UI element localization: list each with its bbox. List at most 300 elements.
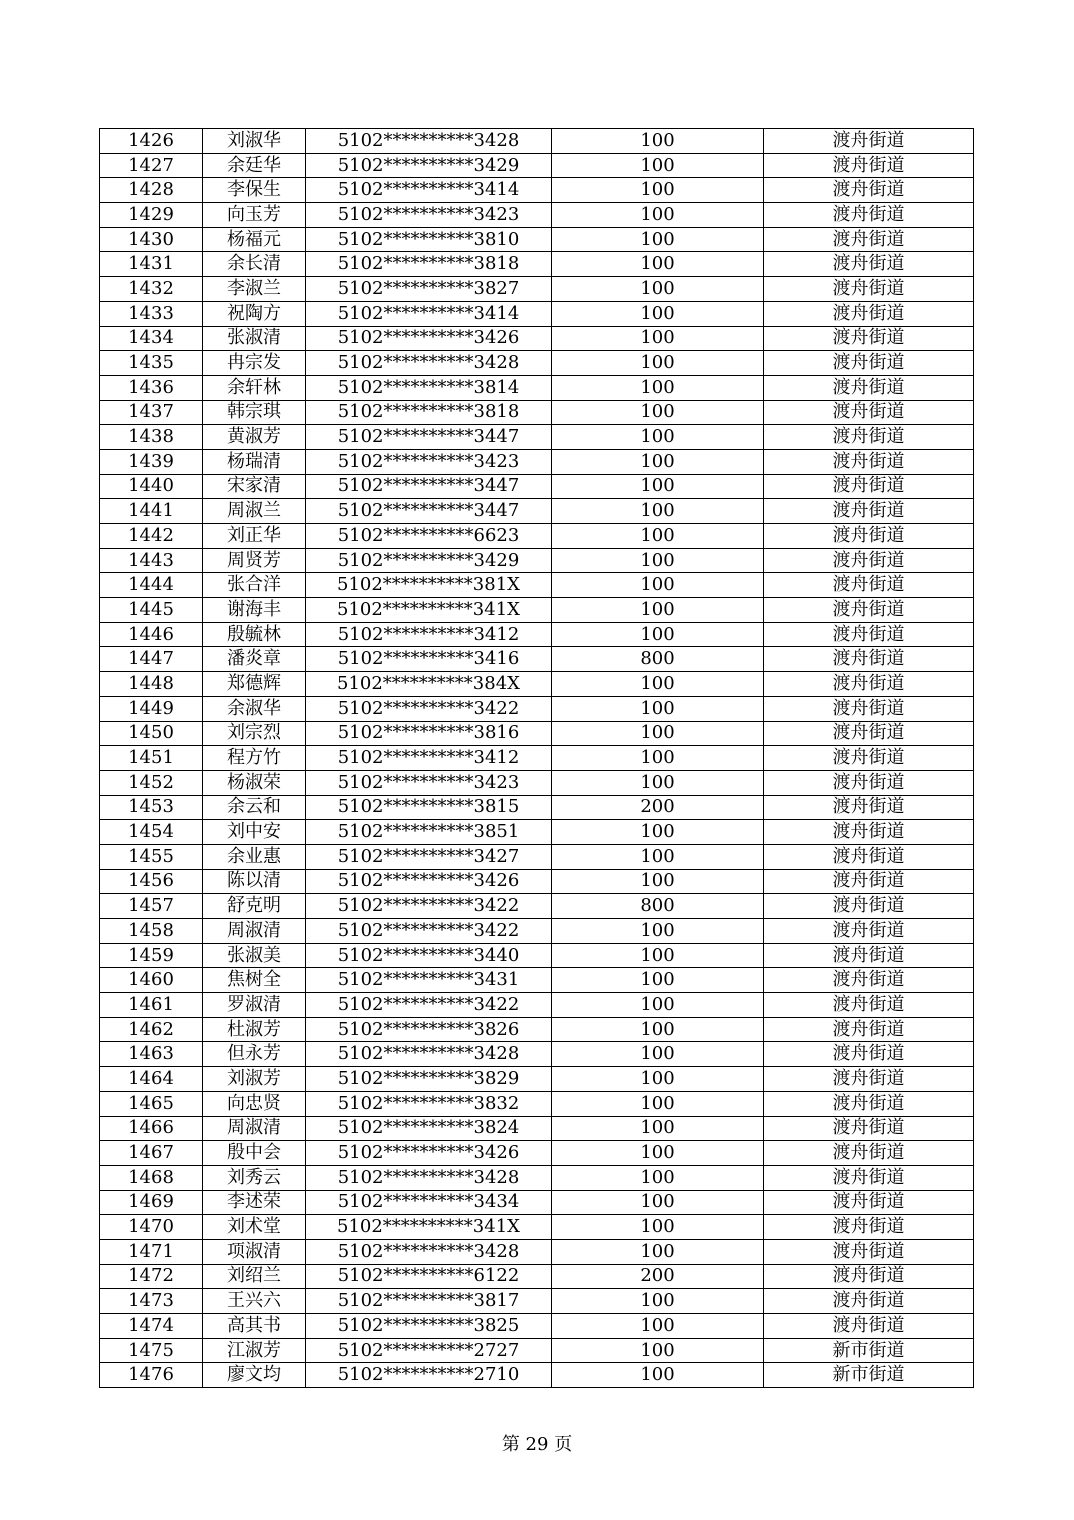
row-number-cell: 1430 <box>100 227 203 252</box>
row-number-cell: 1463 <box>100 1042 203 1067</box>
subdistrict-cell: 渡舟街道 <box>764 1017 974 1042</box>
data-table-container <box>99 128 974 1388</box>
amount-cell: 100 <box>552 1289 764 1314</box>
name-cell: 潘炎章 <box>203 647 306 672</box>
table-row <box>100 943 974 968</box>
amount-cell: 100 <box>552 203 764 228</box>
amount-cell: 100 <box>552 1239 764 1264</box>
amount-cell: 100 <box>552 1190 764 1215</box>
subdistrict-cell: 渡舟街道 <box>764 326 974 351</box>
amount-cell: 100 <box>552 1165 764 1190</box>
name-cell: 焦树全 <box>203 968 306 993</box>
subdistrict-cell: 渡舟街道 <box>764 993 974 1018</box>
name-cell: 高其书 <box>203 1314 306 1339</box>
row-number-cell: 1455 <box>100 844 203 869</box>
amount-cell: 100 <box>552 943 764 968</box>
table-row <box>100 573 974 598</box>
id-number-cell: 5102**********3426 <box>306 869 552 894</box>
amount-cell: 100 <box>552 449 764 474</box>
subdistrict-cell: 新市街道 <box>764 1338 974 1363</box>
row-number-cell: 1451 <box>100 746 203 771</box>
name-cell: 殷中会 <box>203 1141 306 1166</box>
name-cell: 刘绍兰 <box>203 1264 306 1289</box>
table-row <box>100 1314 974 1339</box>
table-row <box>100 129 974 154</box>
row-number-cell: 1436 <box>100 375 203 400</box>
name-cell: 祝陶方 <box>203 301 306 326</box>
table-row <box>100 1363 974 1388</box>
table-row <box>100 524 974 549</box>
name-cell: 杜淑芳 <box>203 1017 306 1042</box>
amount-cell: 100 <box>552 499 764 524</box>
table-row <box>100 474 974 499</box>
row-number-cell: 1465 <box>100 1091 203 1116</box>
table-row <box>100 1264 974 1289</box>
subdistrict-cell: 渡舟街道 <box>764 203 974 228</box>
subdistrict-cell: 渡舟街道 <box>764 1165 974 1190</box>
id-number-cell: 5102**********3428 <box>306 1165 552 1190</box>
name-cell: 宋家清 <box>203 474 306 499</box>
row-number-cell: 1433 <box>100 301 203 326</box>
row-number-cell: 1461 <box>100 993 203 1018</box>
id-number-cell: 5102**********3832 <box>306 1091 552 1116</box>
name-cell: 余淑华 <box>203 696 306 721</box>
table-row <box>100 1116 974 1141</box>
row-number-cell: 1442 <box>100 524 203 549</box>
page-footer <box>0 1430 1074 1456</box>
amount-cell: 100 <box>552 178 764 203</box>
table-row <box>100 548 974 573</box>
id-number-cell: 5102**********3814 <box>306 375 552 400</box>
row-number-cell: 1467 <box>100 1141 203 1166</box>
id-number-cell: 5102**********3817 <box>306 1289 552 1314</box>
name-cell: 刘中安 <box>203 820 306 845</box>
table-row <box>100 1215 974 1240</box>
name-cell: 刘宗烈 <box>203 721 306 746</box>
id-number-cell: 5102**********3428 <box>306 129 552 154</box>
name-cell: 余长清 <box>203 252 306 277</box>
row-number-cell: 1447 <box>100 647 203 672</box>
id-number-cell: 5102**********3412 <box>306 622 552 647</box>
table-body <box>100 129 974 1388</box>
id-number-cell: 5102**********2727 <box>306 1338 552 1363</box>
table-row <box>100 1017 974 1042</box>
row-number-cell: 1471 <box>100 1239 203 1264</box>
table-row <box>100 1042 974 1067</box>
amount-cell: 100 <box>552 672 764 697</box>
row-number-cell: 1440 <box>100 474 203 499</box>
amount-cell: 100 <box>552 622 764 647</box>
id-number-cell: 5102**********3416 <box>306 647 552 672</box>
id-number-cell: 5102**********3429 <box>306 548 552 573</box>
name-cell: 余轩林 <box>203 375 306 400</box>
id-number-cell: 5102**********3826 <box>306 1017 552 1042</box>
name-cell: 李保生 <box>203 178 306 203</box>
amount-cell: 100 <box>552 326 764 351</box>
table-row <box>100 844 974 869</box>
page-number-prefix: 第 <box>501 1434 520 1455</box>
id-number-cell: 5102**********3427 <box>306 844 552 869</box>
amount-cell: 100 <box>552 153 764 178</box>
table-row <box>100 770 974 795</box>
id-number-cell: 5102**********3429 <box>306 153 552 178</box>
id-number-cell: 5102**********3423 <box>306 203 552 228</box>
subdistrict-cell: 渡舟街道 <box>764 622 974 647</box>
row-number-cell: 1464 <box>100 1067 203 1092</box>
id-number-cell: 5102**********3414 <box>306 301 552 326</box>
name-cell: 周贤芳 <box>203 548 306 573</box>
table-row <box>100 1141 974 1166</box>
subdistrict-cell: 渡舟街道 <box>764 672 974 697</box>
table-row <box>100 1190 974 1215</box>
row-number-cell: 1458 <box>100 919 203 944</box>
table-row <box>100 672 974 697</box>
table-row <box>100 449 974 474</box>
subdistrict-cell: 渡舟街道 <box>764 721 974 746</box>
amount-cell: 100 <box>552 919 764 944</box>
id-number-cell: 5102**********3422 <box>306 919 552 944</box>
table-row <box>100 1067 974 1092</box>
id-number-cell: 5102**********384X <box>306 672 552 697</box>
table-row <box>100 795 974 820</box>
row-number-cell: 1470 <box>100 1215 203 1240</box>
name-cell: 李淑兰 <box>203 277 306 302</box>
subdistrict-cell: 渡舟街道 <box>764 252 974 277</box>
name-cell: 韩宗琪 <box>203 400 306 425</box>
table-row <box>100 1338 974 1363</box>
table-row <box>100 351 974 376</box>
subdistrict-cell: 新市街道 <box>764 1363 974 1388</box>
table-row <box>100 696 974 721</box>
subdistrict-cell: 渡舟街道 <box>764 844 974 869</box>
data-table <box>99 128 974 1388</box>
id-number-cell: 5102**********3825 <box>306 1314 552 1339</box>
name-cell: 周淑兰 <box>203 499 306 524</box>
id-number-cell: 5102**********3426 <box>306 326 552 351</box>
name-cell: 刘淑华 <box>203 129 306 154</box>
name-cell: 周淑清 <box>203 1116 306 1141</box>
name-cell: 冉宗发 <box>203 351 306 376</box>
row-number-cell: 1462 <box>100 1017 203 1042</box>
subdistrict-cell: 渡舟街道 <box>764 1067 974 1092</box>
subdistrict-cell: 渡舟街道 <box>764 919 974 944</box>
name-cell: 殷毓林 <box>203 622 306 647</box>
row-number-cell: 1468 <box>100 1165 203 1190</box>
table-row <box>100 1239 974 1264</box>
table-row <box>100 178 974 203</box>
row-number-cell: 1431 <box>100 252 203 277</box>
amount-cell: 100 <box>552 1091 764 1116</box>
amount-cell: 100 <box>552 696 764 721</box>
table-row <box>100 894 974 919</box>
name-cell: 罗淑清 <box>203 993 306 1018</box>
amount-cell: 100 <box>552 474 764 499</box>
name-cell: 杨福元 <box>203 227 306 252</box>
row-number-cell: 1448 <box>100 672 203 697</box>
amount-cell: 100 <box>552 227 764 252</box>
subdistrict-cell: 渡舟街道 <box>764 894 974 919</box>
id-number-cell: 5102**********3428 <box>306 1239 552 1264</box>
subdistrict-cell: 渡舟街道 <box>764 746 974 771</box>
table-row <box>100 425 974 450</box>
name-cell: 程方竹 <box>203 746 306 771</box>
amount-cell: 100 <box>552 1314 764 1339</box>
row-number-cell: 1427 <box>100 153 203 178</box>
id-number-cell: 5102**********3818 <box>306 252 552 277</box>
id-number-cell: 5102**********3810 <box>306 227 552 252</box>
name-cell: 江淑芳 <box>203 1338 306 1363</box>
id-number-cell: 5102**********3447 <box>306 499 552 524</box>
subdistrict-cell: 渡舟街道 <box>764 1215 974 1240</box>
name-cell: 张淑美 <box>203 943 306 968</box>
name-cell: 刘术堂 <box>203 1215 306 1240</box>
row-number-cell: 1466 <box>100 1116 203 1141</box>
name-cell: 但永芳 <box>203 1042 306 1067</box>
table-row <box>100 252 974 277</box>
name-cell: 王兴六 <box>203 1289 306 1314</box>
id-number-cell: 5102**********3434 <box>306 1190 552 1215</box>
name-cell: 舒克明 <box>203 894 306 919</box>
subdistrict-cell: 渡舟街道 <box>764 129 974 154</box>
subdistrict-cell: 渡舟街道 <box>764 770 974 795</box>
id-number-cell: 5102**********3422 <box>306 894 552 919</box>
amount-cell: 100 <box>552 1116 764 1141</box>
amount-cell: 100 <box>552 277 764 302</box>
row-number-cell: 1434 <box>100 326 203 351</box>
row-number-cell: 1445 <box>100 598 203 623</box>
table-row <box>100 919 974 944</box>
subdistrict-cell: 渡舟街道 <box>764 1190 974 1215</box>
table-row <box>100 993 974 1018</box>
row-number-cell: 1429 <box>100 203 203 228</box>
row-number-cell: 1476 <box>100 1363 203 1388</box>
id-number-cell: 5102**********3412 <box>306 746 552 771</box>
id-number-cell: 5102**********3422 <box>306 993 552 1018</box>
name-cell: 项淑清 <box>203 1239 306 1264</box>
amount-cell: 200 <box>552 795 764 820</box>
row-number-cell: 1469 <box>100 1190 203 1215</box>
subdistrict-cell: 渡舟街道 <box>764 943 974 968</box>
name-cell: 刘秀云 <box>203 1165 306 1190</box>
id-number-cell: 5102**********341X <box>306 598 552 623</box>
name-cell: 张合洋 <box>203 573 306 598</box>
subdistrict-cell: 渡舟街道 <box>764 1264 974 1289</box>
table-row <box>100 622 974 647</box>
name-cell: 郑德辉 <box>203 672 306 697</box>
amount-cell: 100 <box>552 820 764 845</box>
table-row <box>100 598 974 623</box>
amount-cell: 800 <box>552 894 764 919</box>
id-number-cell: 5102**********3824 <box>306 1116 552 1141</box>
name-cell: 周淑清 <box>203 919 306 944</box>
row-number-cell: 1437 <box>100 400 203 425</box>
row-number-cell: 1459 <box>100 943 203 968</box>
subdistrict-cell: 渡舟街道 <box>764 1042 974 1067</box>
amount-cell: 100 <box>552 351 764 376</box>
amount-cell: 100 <box>552 400 764 425</box>
amount-cell: 100 <box>552 721 764 746</box>
row-number-cell: 1456 <box>100 869 203 894</box>
table-row <box>100 820 974 845</box>
table-row <box>100 968 974 993</box>
amount-cell: 100 <box>552 1141 764 1166</box>
subdistrict-cell: 渡舟街道 <box>764 647 974 672</box>
subdistrict-cell: 渡舟街道 <box>764 1141 974 1166</box>
subdistrict-cell: 渡舟街道 <box>764 548 974 573</box>
row-number-cell: 1454 <box>100 820 203 845</box>
amount-cell: 100 <box>552 869 764 894</box>
id-number-cell: 5102**********3447 <box>306 474 552 499</box>
subdistrict-cell: 渡舟街道 <box>764 499 974 524</box>
id-number-cell: 5102**********3827 <box>306 277 552 302</box>
amount-cell: 200 <box>552 1264 764 1289</box>
amount-cell: 100 <box>552 770 764 795</box>
row-number-cell: 1441 <box>100 499 203 524</box>
amount-cell: 100 <box>552 1067 764 1092</box>
id-number-cell: 5102**********6623 <box>306 524 552 549</box>
subdistrict-cell: 渡舟街道 <box>764 425 974 450</box>
subdistrict-cell: 渡舟街道 <box>764 277 974 302</box>
amount-cell: 100 <box>552 598 764 623</box>
amount-cell: 100 <box>552 375 764 400</box>
id-number-cell: 5102**********3816 <box>306 721 552 746</box>
row-number-cell: 1446 <box>100 622 203 647</box>
table-row <box>100 277 974 302</box>
amount-cell: 800 <box>552 647 764 672</box>
row-number-cell: 1450 <box>100 721 203 746</box>
id-number-cell: 5102**********381X <box>306 573 552 598</box>
id-number-cell: 5102**********3829 <box>306 1067 552 1092</box>
name-cell: 余业惠 <box>203 844 306 869</box>
amount-cell: 100 <box>552 1215 764 1240</box>
subdistrict-cell: 渡舟街道 <box>764 351 974 376</box>
subdistrict-cell: 渡舟街道 <box>764 598 974 623</box>
row-number-cell: 1460 <box>100 968 203 993</box>
amount-cell: 100 <box>552 524 764 549</box>
id-number-cell: 5102**********3423 <box>306 449 552 474</box>
row-number-cell: 1439 <box>100 449 203 474</box>
table-row <box>100 647 974 672</box>
row-number-cell: 1472 <box>100 1264 203 1289</box>
id-number-cell: 5102**********3426 <box>306 1141 552 1166</box>
name-cell: 刘淑芳 <box>203 1067 306 1092</box>
row-number-cell: 1452 <box>100 770 203 795</box>
table-row <box>100 203 974 228</box>
name-cell: 刘正华 <box>203 524 306 549</box>
name-cell: 杨淑荣 <box>203 770 306 795</box>
id-number-cell: 5102**********3414 <box>306 178 552 203</box>
amount-cell: 100 <box>552 425 764 450</box>
id-number-cell: 5102**********3423 <box>306 770 552 795</box>
subdistrict-cell: 渡舟街道 <box>764 573 974 598</box>
id-number-cell: 5102**********341X <box>306 1215 552 1240</box>
id-number-cell: 5102**********3428 <box>306 1042 552 1067</box>
subdistrict-cell: 渡舟街道 <box>764 474 974 499</box>
amount-cell: 100 <box>552 1042 764 1067</box>
row-number-cell: 1474 <box>100 1314 203 1339</box>
row-number-cell: 1426 <box>100 129 203 154</box>
page-number-suffix: 页 <box>554 1434 573 1455</box>
subdistrict-cell: 渡舟街道 <box>764 301 974 326</box>
amount-cell: 100 <box>552 993 764 1018</box>
table-row <box>100 301 974 326</box>
subdistrict-cell: 渡舟街道 <box>764 1239 974 1264</box>
subdistrict-cell: 渡舟街道 <box>764 449 974 474</box>
name-cell: 黄淑芳 <box>203 425 306 450</box>
subdistrict-cell: 渡舟街道 <box>764 524 974 549</box>
amount-cell: 100 <box>552 1363 764 1388</box>
id-number-cell: 5102**********3422 <box>306 696 552 721</box>
subdistrict-cell: 渡舟街道 <box>764 968 974 993</box>
subdistrict-cell: 渡舟街道 <box>764 820 974 845</box>
name-cell: 向忠贤 <box>203 1091 306 1116</box>
id-number-cell: 5102**********3440 <box>306 943 552 968</box>
name-cell: 谢海丰 <box>203 598 306 623</box>
id-number-cell: 5102**********3851 <box>306 820 552 845</box>
row-number-cell: 1428 <box>100 178 203 203</box>
row-number-cell: 1438 <box>100 425 203 450</box>
id-number-cell: 5102**********3818 <box>306 400 552 425</box>
row-number-cell: 1435 <box>100 351 203 376</box>
amount-cell: 100 <box>552 548 764 573</box>
subdistrict-cell: 渡舟街道 <box>764 153 974 178</box>
amount-cell: 100 <box>552 844 764 869</box>
id-number-cell: 5102**********3447 <box>306 425 552 450</box>
row-number-cell: 1444 <box>100 573 203 598</box>
table-row <box>100 153 974 178</box>
subdistrict-cell: 渡舟街道 <box>764 400 974 425</box>
table-row <box>100 1091 974 1116</box>
name-cell: 杨瑞清 <box>203 449 306 474</box>
subdistrict-cell: 渡舟街道 <box>764 1091 974 1116</box>
row-number-cell: 1475 <box>100 1338 203 1363</box>
name-cell: 廖文均 <box>203 1363 306 1388</box>
id-number-cell: 5102**********3428 <box>306 351 552 376</box>
id-number-cell: 5102**********3431 <box>306 968 552 993</box>
subdistrict-cell: 渡舟街道 <box>764 869 974 894</box>
name-cell: 陈以清 <box>203 869 306 894</box>
name-cell: 余云和 <box>203 795 306 820</box>
subdistrict-cell: 渡舟街道 <box>764 375 974 400</box>
row-number-cell: 1457 <box>100 894 203 919</box>
amount-cell: 100 <box>552 968 764 993</box>
table-row <box>100 400 974 425</box>
row-number-cell: 1443 <box>100 548 203 573</box>
row-number-cell: 1473 <box>100 1289 203 1314</box>
amount-cell: 100 <box>552 252 764 277</box>
table-row <box>100 746 974 771</box>
name-cell: 余廷华 <box>203 153 306 178</box>
table-row <box>100 227 974 252</box>
table-row <box>100 375 974 400</box>
id-number-cell: 5102**********2710 <box>306 1363 552 1388</box>
amount-cell: 100 <box>552 1017 764 1042</box>
row-number-cell: 1453 <box>100 795 203 820</box>
row-number-cell: 1432 <box>100 277 203 302</box>
amount-cell: 100 <box>552 746 764 771</box>
amount-cell: 100 <box>552 573 764 598</box>
id-number-cell: 5102**********6122 <box>306 1264 552 1289</box>
subdistrict-cell: 渡舟街道 <box>764 227 974 252</box>
row-number-cell: 1449 <box>100 696 203 721</box>
subdistrict-cell: 渡舟街道 <box>764 1289 974 1314</box>
subdistrict-cell: 渡舟街道 <box>764 1116 974 1141</box>
subdistrict-cell: 渡舟街道 <box>764 696 974 721</box>
table-row <box>100 1165 974 1190</box>
amount-cell: 100 <box>552 301 764 326</box>
amount-cell: 100 <box>552 1338 764 1363</box>
table-row <box>100 499 974 524</box>
